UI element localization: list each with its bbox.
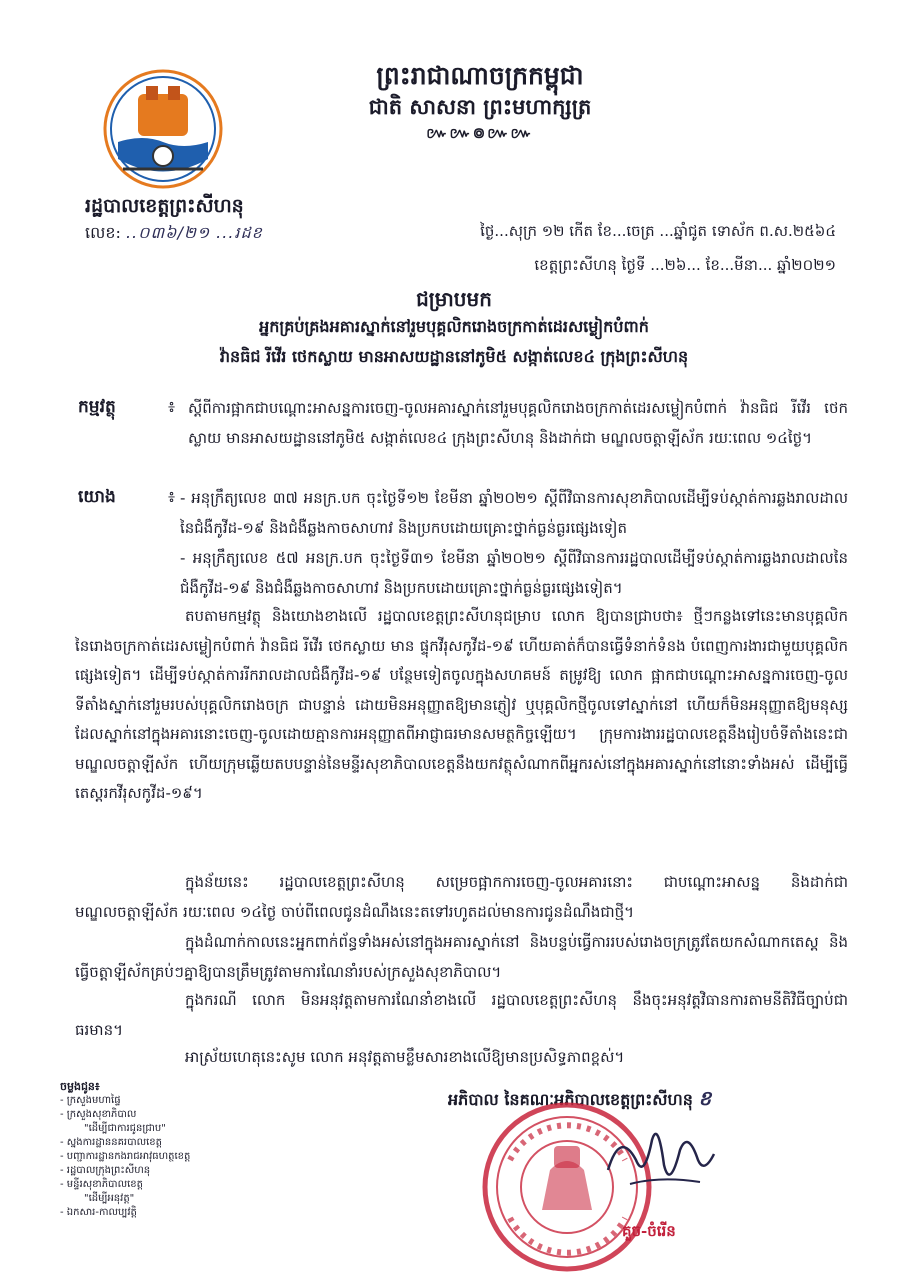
body-paragraph-4: ក្នុងករណី លោក មិនអនុវត្តតាមការណែនាំខាងលើ រដ្ឋបាលខេត្តព្រះសីហនុ នឹងចុះអនុវត្តវិធានការតាមនីតិវិធីច្បាប់ជាធរមាន។	[75, 991, 848, 1039]
cc-item: - ក្រសួងសុខាភិបាល	[60, 1109, 137, 1120]
solar-date: ខេត្តព្រះសីហនុ ថ្ងៃទី ...២៦... ខែ...មីនា... ឆ្នាំ២០២១	[534, 256, 836, 274]
cc-item: - មន្ទីរសុខាភិបាលខេត្ត	[60, 1179, 143, 1190]
reference-value: ..០៣៦/២១ ...រដខ	[125, 223, 263, 242]
reference-label: លេខ:	[85, 223, 121, 242]
cc-item: - ក្រសួងមហាផ្ទៃ	[60, 1095, 121, 1106]
cc-item: - ឯកសារ-កាលប្បវត្តិ	[60, 1207, 137, 1218]
body-paragraph-2: ក្នុងន័យនេះ រដ្ឋបាលខេត្តព្រះសីហនុ សម្រេចផ្អាកការចេញ-ចូលអគារនោះ ជាបណ្តោះអាសន្ន និងដាក់ជា មណ្ឌលចត្តាឡីស័ក រយៈពេល ១៤ថ្ងៃ ចាប់ពីពេលជូនដំណឹងនេះតទៅរហូតដល់មានការជូនដំណឹងជាថ្មី។	[75, 873, 848, 921]
kingdom-header	[330, 60, 630, 144]
provincial-emblem-icon	[98, 64, 228, 194]
cc-item-note: "ដើម្បីអនុវត្ត"	[84, 1193, 135, 1204]
cc-item: - រដ្ឋបាលក្រុងព្រះសីហនុ	[60, 1165, 151, 1176]
body-paragraph-1: តបតាមកម្មវត្ថុ និងយោងខាងលើ រដ្ឋបាលខេត្តព្រះសីហនុជម្រាប លោក ឱ្យបានជ្រាបថា៖ ថ្មីៗកន្លងទៅនេះមានបុគ្គលិកនៃរោងចក្រកាត់ដេរសម្លៀកបំពាក់ វ៉ានធិជ រីវើរ ថេកស្លាយ មាន ផ្ទុកវីរុសកូវីដ-១៩ ហើយគាត់ក៏បានធ្វើទំនាក់ទំនង បំពេញការងារជាមួយបុគ្គលិកផ្សេងទៀត។ ដើម្បីទប់ស្កាត់ការរីករាលដាលជំងឺកូវីដ-១៩ បន្ថែមទៀតចូលក្នុងសហគមន៍ តម្រូវឱ្យ លោក ផ្អាកជាបណ្តោះអាសន្នការចេញ-ចូលទីតាំងស្នាក់នៅរួមរបស់បុគ្គលិករោងចក្រ ជាបន្ទាន់ ដោយមិនអនុញ្ញាតឱ្យមានភ្ញៀវ ឬបុគ្គលិកថ្មីចូលទៅស្នាក់នៅ ហើយក៏មិនអនុញ្ញាតឱ្យមនុស្សដែលស្នាក់នៅក្នុងអគារនោះចេញ-ចូលដោយគ្មានការអនុញ្ញាតពីអាជ្ញាធរមានសមត្ថកិច្ចឡើយ។ ក្រុមការងាររដ្ឋបាលខេត្តនឹងរៀបចំទីតាំងនេះជា មណ្ឌលចត្តាឡីស័ក ហើយក្រុមឆ្លើយតបបន្ទាន់នៃមន្ទីរសុខាភិបាលខេត្តនឹងយកវត្ថុសំណាកពីអ្នករស់នៅក្នុងអគារស្នាក់នៅនោះទាំងអស់ ដើម្បីធ្វើតេស្តរកវីរុសកូវីដ-១៩។	[75, 607, 848, 802]
subject-colon: ៖	[168, 397, 176, 416]
subject-label: កម្មវត្ថុ	[78, 397, 116, 417]
reference-section-label: យោង	[78, 487, 116, 507]
reference-item-2: - អនុក្រឹត្យលេខ ៥៧ អនក្រ.បក ចុះថ្ងៃទី៣១ ខែមីនា ឆ្នាំ២០២១ ស្តីពីវិធានការរដ្ឋបាលដើម្បីទប់ស្កាត់ការឆ្លងរាលដាលនៃជំងឺកូវីដ-១៩ និងជំងឺឆ្លងកាចសាហាវ និងប្រកបដោយគ្រោះថ្នាក់ធ្ងន់ធ្ងរផ្សេងទៀត។	[180, 549, 848, 597]
lunar-date: ថ្ងៃ...សុក្រ ១២ កើត ខែ...ចេត្រ ...ឆ្នាំជូត ទោស័ក ព.ស.២៥៦៤	[480, 222, 836, 240]
national-motto: ជាតិ សាសនា ព្រះមហាក្សត្រ	[368, 94, 592, 119]
signature-initial: ខ	[698, 1086, 712, 1110]
header-ornament: ៚៚៙៚៚	[426, 124, 534, 142]
reference-number	[85, 222, 263, 246]
cc-item: - ស្នងការដ្ឋាននគរបាលខេត្ត	[60, 1137, 163, 1148]
handwritten-signature-icon	[600, 1110, 720, 1200]
cc-title: ចម្លងជូន៖	[60, 1080, 100, 1093]
greeting-heading: ជម្រាបមក	[416, 287, 492, 311]
cc-item-note: "ដើម្បីជាការជូនជ្រាប"	[84, 1123, 166, 1134]
subject-text: ស្តីពីការផ្អាកជាបណ្តោះអាសន្នការចេញ-ចូលអគារស្នាក់នៅរួមបុគ្គលិករោងចក្រកាត់ដេរសម្លៀកបំពាក់ វ៉ានធិជ រីវើរ ថេកស្លាយ មានអាសយដ្ឋាននៅភូមិ៥ សង្កាត់លេខ៤ ក្រុងព្រះសីហនុ និងដាក់ជា មណ្ឌលចត្តាឡីស័ក រយៈពេល ១៤ថ្ងៃ។	[188, 399, 848, 447]
reference-item-1: - អនុក្រឹត្យលេខ ៣៧ អនក្រ.បក ចុះថ្ងៃទី១២ ខែមីនា ឆ្នាំ២០២១ ស្តីពីវិធានការសុខាភិបាលដើម្បីទប់ស្កាត់ការឆ្លងរាលដាលនៃជំងឺកូវីដ-១៩ និងជំងឺឆ្លងកាចសាហាវ និងប្រកបដោយគ្រោះថ្នាក់ធ្ងន់ធ្ងរផ្សេងទៀត	[180, 489, 848, 537]
kingdom-title: ព្រះរាជាណាចក្រកម្ពុជា	[376, 61, 584, 90]
reference-colon: ៖	[168, 487, 176, 506]
sender-name: រដ្ឋបាលខេត្តព្រះសីហនុ	[85, 195, 244, 217]
signatory-name: គួច-ចំរើន	[622, 1222, 676, 1240]
recipient-line-2: វ៉ានធិជ រីវើរ ថេកស្លាយ មានអាសយដ្ឋាននៅភូមិ៥ សង្កាត់លេខ៤ ក្រុងព្រះសីហនុ	[219, 347, 689, 366]
cc-list	[60, 1080, 280, 1220]
signatory-title-text: អភិបាល នៃគណៈអភិបាលខេត្តព្រះសីហនុ	[448, 1090, 693, 1109]
cc-item: - បញ្ជាការដ្ឋានកងរាជអាវុធហត្ថខេត្ត	[60, 1151, 191, 1162]
body-paragraph-3: ក្នុងដំណាក់កាលនេះអ្នកពាក់ព័ន្ធទាំងអស់នៅក្នុងអគារស្នាក់នៅ និងបន្ទប់ធ្វើការរបស់រោងចក្រត្រូវតែយកសំណាកតេស្ត និងធ្វើចត្តាឡីស័កគ្រប់ៗគ្នាឱ្យបានត្រឹមត្រូវតាមការណែនាំរបស់ក្រសួងសុខាភិបាល។	[75, 933, 848, 981]
recipient-line-1: អ្នកគ្រប់គ្រងអគារស្នាក់នៅរួមបុគ្គលិករោងចក្រកាត់ដេរសម្លៀកបំពាក់	[259, 317, 649, 336]
body-paragraph-5: អាស្រ័យហេតុនេះសូម លោក អនុវត្តតាមខ្លឹមសារខាងលើឱ្យមានប្រសិទ្ធភាពខ្ពស់។	[185, 1048, 625, 1066]
